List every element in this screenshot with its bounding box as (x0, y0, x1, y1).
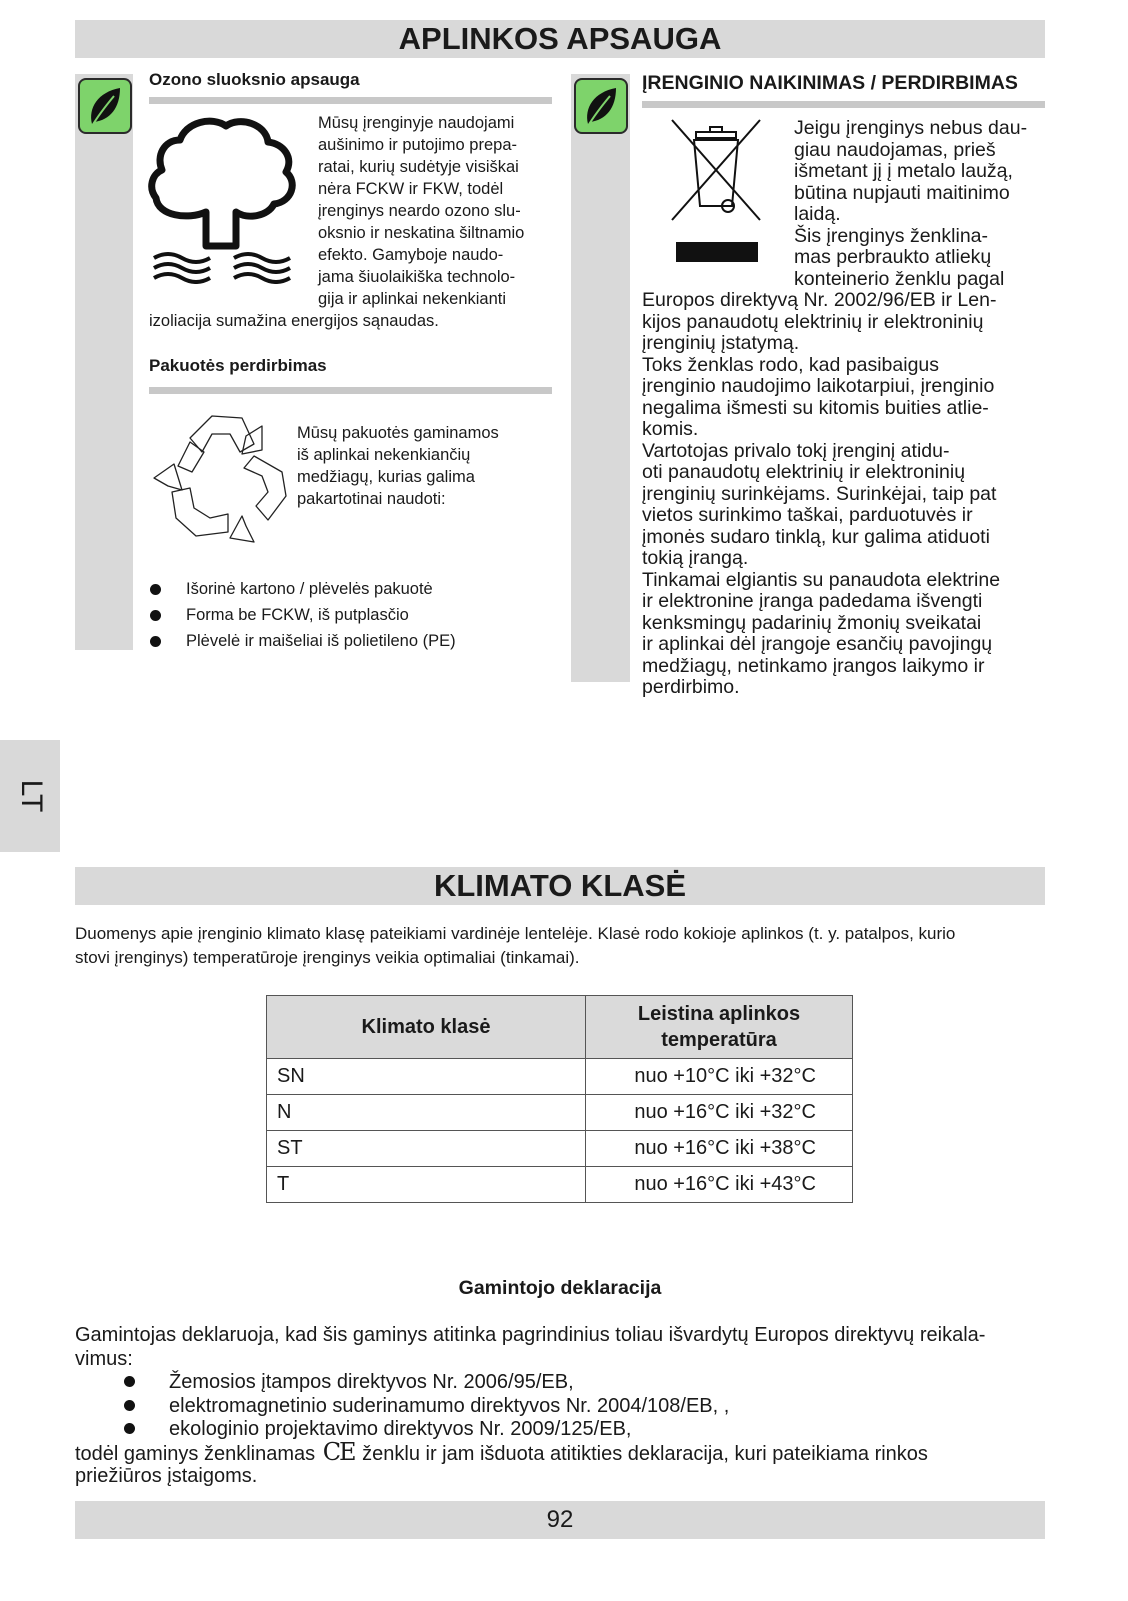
text-line: Tinkamai elgiantis su panaudota elektrine (642, 568, 1001, 591)
text-line: įrenginių įstatymą. (642, 332, 800, 354)
table-row (267, 1095, 853, 1131)
text-line: medžiagų, kurias galima (297, 468, 475, 486)
text-line: mas perbraukto atliekų (794, 246, 992, 268)
disposal-rule (642, 101, 1045, 108)
column-header: Klimato klasė (267, 996, 586, 1059)
text-line: tokią įrangą. (642, 547, 749, 569)
text-line: efekto. Gamyboje naudo- (318, 246, 504, 264)
text-line: įrenginio naudojimo laikotarpiui, įrenginio (642, 375, 995, 397)
language-tab-label: LT (15, 779, 48, 813)
text-segment: todėl gaminys ženklinamas (75, 1443, 316, 1465)
text-line: išmetant jį į metalo laužą, (794, 160, 1013, 182)
text-line: ir aplinkai dėl įrangoje esančių pavojingų (642, 633, 993, 655)
text-line: Toks ženklas rodo, kad pasibaigus (642, 353, 940, 376)
text-line: vimus: (75, 1348, 133, 1370)
table-cell: nuo +16°C iki +32°C (586, 1095, 853, 1131)
ozone-text (318, 112, 558, 310)
text-line: Jeigu įrenginys nebus dau- (794, 117, 1028, 139)
disposal-text-lower (642, 290, 1047, 699)
list-item (150, 578, 550, 604)
text-line: stovi įrenginys) temperatūroje įrenginys veikia optimaliai (tinkamai). (75, 948, 580, 967)
text-line: negalima išmesti su kitomis buities atlie- (642, 396, 989, 419)
text-line: įmonės sudaro tinklą, kur galima atiduoti (642, 525, 990, 548)
packaging-text (297, 422, 557, 510)
text-line: ratai, kurių sudėtyje visiškai (318, 158, 519, 176)
packaging-heading: Pakuotės perdirbimas (149, 356, 327, 375)
section-title: APLINKOS APSAUGA (398, 21, 722, 56)
section-title-bar (75, 20, 1045, 58)
table-row (267, 1131, 853, 1167)
text-line: Mūsų pakuotės gaminamos (297, 424, 499, 442)
text-line: medžiagų, netinkamo įrangos laikymo ir (642, 654, 985, 677)
declaration-outro-line2: priežiūros įstaigoms. (75, 1465, 258, 1487)
list-item-text: elektromagnetinio suderinamumo direktyvos Nr. 2004/108/EB, , (169, 1394, 730, 1417)
declaration-outro (75, 1440, 928, 1466)
packaging-rule (149, 387, 552, 394)
text-line: pakartotinai naudoti: (297, 490, 446, 508)
left-side-bar (75, 74, 133, 650)
table-cell: T (267, 1167, 586, 1203)
list-item (120, 1370, 820, 1394)
page-number: 92 (546, 1506, 574, 1533)
ce-mark-icon: CE (322, 1438, 355, 1466)
bullet-icon (150, 584, 161, 595)
text-line: oti panaudotų elektrinių ir elektroninių (642, 461, 966, 483)
declaration-heading: Gamintojo deklaracija (458, 1277, 662, 1299)
right-side-bar (571, 74, 630, 682)
text-line: Vartotojas privalo tokį įrenginį atidu- (642, 439, 950, 462)
climate-intro (75, 922, 1045, 970)
text-line: Europos direktyvą Nr. 2002/96/EB ir Len- (642, 289, 997, 311)
text-line: ir elektronine įranga padedama išvengti (642, 590, 983, 612)
disposal-heading: ĮRENGINIO NAIKINIMAS / PERDIRBIMAS (642, 72, 1018, 94)
disposal-text-upper (794, 118, 1044, 290)
table-cell: ST (267, 1131, 586, 1167)
list-item-text: Išorinė kartono / plėvelės pakuotė (186, 580, 433, 598)
leaf-icon (574, 78, 628, 134)
list-item-text: Forma be FCKW, iš putplasčio (186, 606, 409, 624)
list-item (150, 630, 550, 656)
footer-bar (75, 1501, 1045, 1539)
text-line: oksnio ir neskatina šiltnamio (318, 224, 525, 242)
column-header: Leistina aplinkos temperatūra (586, 996, 853, 1059)
text-line: iš aplinkai nekenkiančių (297, 446, 471, 464)
language-tab (0, 740, 60, 852)
list-item (120, 1394, 820, 1418)
text-line: būtina nupjauti maitinimo (794, 181, 1010, 204)
text-line: jama šiuolaikiška technolo- (318, 268, 516, 286)
list-item-text: ekologinio projektavimo direktyvos Nr. 2009/125/EB, (169, 1418, 632, 1440)
list-item-text: Plėvelė ir maišeliai iš polietileno (PE) (186, 632, 456, 650)
climate-title-bar (75, 867, 1045, 905)
climate-table (266, 995, 853, 1203)
text-line: gija ir aplinkai nekenkianti (318, 290, 507, 308)
bullet-icon (150, 636, 161, 647)
ozone-rule (149, 97, 552, 104)
bullet-icon (124, 1400, 135, 1411)
table-cell: N (267, 1095, 586, 1131)
declaration-bullet-list (120, 1370, 820, 1441)
text-line: Duomenys apie įrenginio klimato klasę pateikiami vardinėje lentelėje. Klasė rodo kokioje aplinkos (t. y. patalpos, kurio (75, 924, 956, 943)
table-header-row (267, 996, 853, 1059)
list-item (150, 604, 550, 630)
table-cell: nuo +16°C iki +43°C (586, 1167, 853, 1203)
text-line: Mūsų įrenginyje naudojami (318, 114, 515, 132)
bullet-icon (124, 1376, 135, 1387)
ozone-heading: Ozono sluoksnio apsauga (149, 70, 360, 89)
leaf-icon (78, 78, 132, 134)
text-line: perdirbimo. (642, 676, 740, 698)
text-line: aušinimo ir putojimo prepa- (318, 136, 518, 154)
text-line: įrenginių surinkėjams. Surinkėjai, taip pat (642, 482, 997, 505)
list-item (120, 1417, 820, 1441)
recycle-icon (150, 408, 290, 544)
table-row (267, 1059, 853, 1095)
text-line: giau naudojamas, prieš (794, 138, 996, 161)
bullet-icon (150, 610, 161, 621)
packaging-bullet-list (150, 578, 550, 656)
text-line: kenksmingų padarinių žmonių sveikatai (642, 611, 982, 634)
text-line: kijos panaudotų elektrinių ir elektroninių (642, 310, 984, 333)
text-segment: ženklu ir jam išduota atitikties deklaracija, kuri pateikiama rinkos (362, 1443, 928, 1465)
ozone-text-last-line: izoliacija sumažina energijos sąnaudas. (149, 312, 439, 330)
climate-title: KLIMATO KLASĖ (433, 868, 686, 903)
declaration-intro (75, 1323, 1050, 1371)
text-line: vietos surinkimo taškai, parduotuvės ir (642, 504, 973, 526)
table-cell: nuo +10°C iki +32°C (586, 1059, 853, 1095)
bullet-icon (124, 1423, 135, 1434)
table-row (267, 1167, 853, 1203)
tree-icon (148, 116, 298, 284)
table-cell: nuo +16°C iki +38°C (586, 1131, 853, 1167)
text-line: Gamintojas deklaruoja, kad šis gaminys atitinka pagrindinius toliau išvardytų Europos direktyvų reikala- (75, 1324, 986, 1346)
text-line: komis. (642, 418, 699, 440)
text-line: įrenginys neardo ozono slu- (318, 202, 521, 220)
text-line: laidą. (794, 203, 841, 225)
text-line: nėra FCKW ir FKW, todėl (318, 180, 504, 198)
list-item-text: Žemosios įtampos direktyvos Nr. 2006/95/EB, (169, 1371, 574, 1393)
table-cell: SN (267, 1059, 586, 1095)
text-line: Šis įrenginys ženklina- (794, 224, 989, 247)
text-line: konteinerio ženklu pagal (794, 267, 1005, 290)
crossed-bin-icon (670, 118, 762, 264)
